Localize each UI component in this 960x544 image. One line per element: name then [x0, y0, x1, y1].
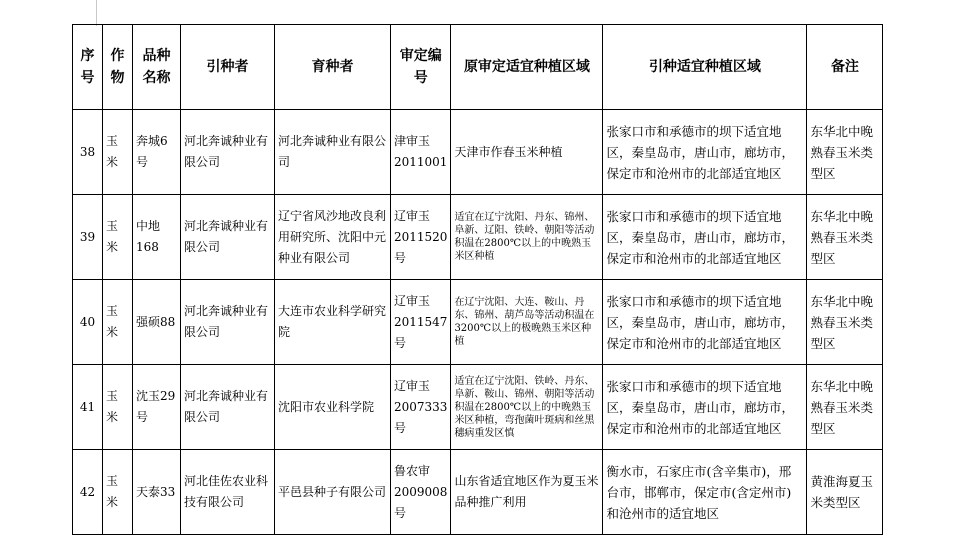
header-breeder: 育种者 — [275, 25, 391, 110]
table-row — [73, 365, 883, 450]
table-row — [73, 110, 883, 195]
cell-introducer: 河北奔诚种业有限公司 — [181, 110, 275, 195]
cell-note: 东华北中晚熟春玉米类型区 — [807, 110, 883, 195]
cell-orig-region: 适宜在辽宁沈阳、丹东、锦州、阜新、辽阳、铁岭、朝阳等活动积温在2800℃以上的中晚熟玉米区种植 — [451, 195, 603, 280]
cell-introducer: 河北佳佐农业科技有限公司 — [181, 450, 275, 535]
cell-no: 38 — [73, 110, 103, 195]
header-note: 备注 — [807, 25, 883, 110]
cell-intro-region: 张家口市和承德市的坝下适宜地区，秦皇岛市，唐山市，廊坊市，保定市和沧州市的北部适宜地区 — [603, 280, 807, 365]
cell-crop: 玉米 — [103, 365, 133, 450]
header-variety: 品种名称 — [133, 25, 181, 110]
header-orig-region: 原审定适宜种植区域 — [451, 25, 603, 110]
cell-note: 东华北中晚熟春玉米类型区 — [807, 280, 883, 365]
cell-variety: 奔城6号 — [133, 110, 181, 195]
cell-no: 39 — [73, 195, 103, 280]
cell-code: 辽审玉2007333号 — [391, 365, 451, 450]
cell-introducer: 河北奔诚种业有限公司 — [181, 365, 275, 450]
header-no: 序号 — [73, 25, 103, 110]
cell-code: 津审玉2011001 — [391, 110, 451, 195]
cell-no: 41 — [73, 365, 103, 450]
cell-breeder: 辽宁省风沙地改良利用研究所、沈阳中元种业有限公司 — [275, 195, 391, 280]
table-row — [73, 450, 883, 535]
cell-crop: 玉米 — [103, 280, 133, 365]
header-code: 审定编号 — [391, 25, 451, 110]
cell-variety: 沈玉29号 — [133, 365, 181, 450]
header-intro-region: 引种适宜种植区域 — [603, 25, 807, 110]
cell-intro-region: 张家口市和承德市的坝下适宜地区，秦皇岛市，唐山市，廊坊市，保定市和沧州市的北部适宜地区 — [603, 365, 807, 450]
cell-breeder: 河北奔诚种业有限公司 — [275, 110, 391, 195]
cell-variety: 中地168 — [133, 195, 181, 280]
table-row — [73, 280, 883, 365]
cell-no: 40 — [73, 280, 103, 365]
cell-variety: 强硕88 — [133, 280, 181, 365]
cell-code: 辽审玉2011547号 — [391, 280, 451, 365]
cell-variety: 天泰33 — [133, 450, 181, 535]
cell-crop: 玉米 — [103, 450, 133, 535]
ruler-line — [96, 0, 97, 26]
cell-crop: 玉米 — [103, 110, 133, 195]
cell-introducer: 河北奔诚种业有限公司 — [181, 280, 275, 365]
cell-note: 东华北中晚熟春玉米类型区 — [807, 365, 883, 450]
header-row — [73, 25, 883, 110]
cell-intro-region: 张家口市和承德市的坝下适宜地区，秦皇岛市，唐山市，廊坊市，保定市和沧州市的北部适宜地区 — [603, 195, 807, 280]
cell-note: 东华北中晚熟春玉米类型区 — [807, 195, 883, 280]
cell-orig-region: 适宜在辽宁沈阳、铁岭、丹东、阜新、鞍山、锦州、朝阳等活动积温在2800℃以上的中晚熟玉米区种植，弯孢菌叶斑病和丝黑穗病重发区慎 — [451, 365, 603, 450]
header-introducer: 引种者 — [181, 25, 275, 110]
header-crop: 作物 — [103, 25, 133, 110]
cell-breeder: 平邑县种子有限公司 — [275, 450, 391, 535]
cell-breeder: 大连市农业科学研究院 — [275, 280, 391, 365]
cell-intro-region: 张家口市和承德市的坝下适宜地区，秦皇岛市，唐山市，廊坊市，保定市和沧州市的北部适宜地区 — [603, 110, 807, 195]
cell-code: 辽审玉2011520号 — [391, 195, 451, 280]
cell-breeder: 沈阳市农业科学院 — [275, 365, 391, 450]
cell-orig-region: 在辽宁沈阳、大连、鞍山、丹东、锦州、葫芦岛等活动积温在 3200℃以上的极晚熟玉米区种植 — [451, 280, 603, 365]
cell-orig-region: 山东省适宜地区作为夏玉米品种推广利用 — [451, 450, 603, 535]
variety-table — [72, 24, 883, 535]
cell-intro-region: 衡水市，石家庄市(含辛集市)，邢台市，邯郸市，保定市(含定州市)和沧州市的适宜地区 — [603, 450, 807, 535]
cell-crop: 玉米 — [103, 195, 133, 280]
cell-no: 42 — [73, 450, 103, 535]
cell-introducer: 河北奔诚种业有限公司 — [181, 195, 275, 280]
cell-code: 鲁农审2009008号 — [391, 450, 451, 535]
cell-note: 黄淮海夏玉米类型区 — [807, 450, 883, 535]
cell-orig-region: 天津市作春玉米种植 — [451, 110, 603, 195]
table-row — [73, 195, 883, 280]
